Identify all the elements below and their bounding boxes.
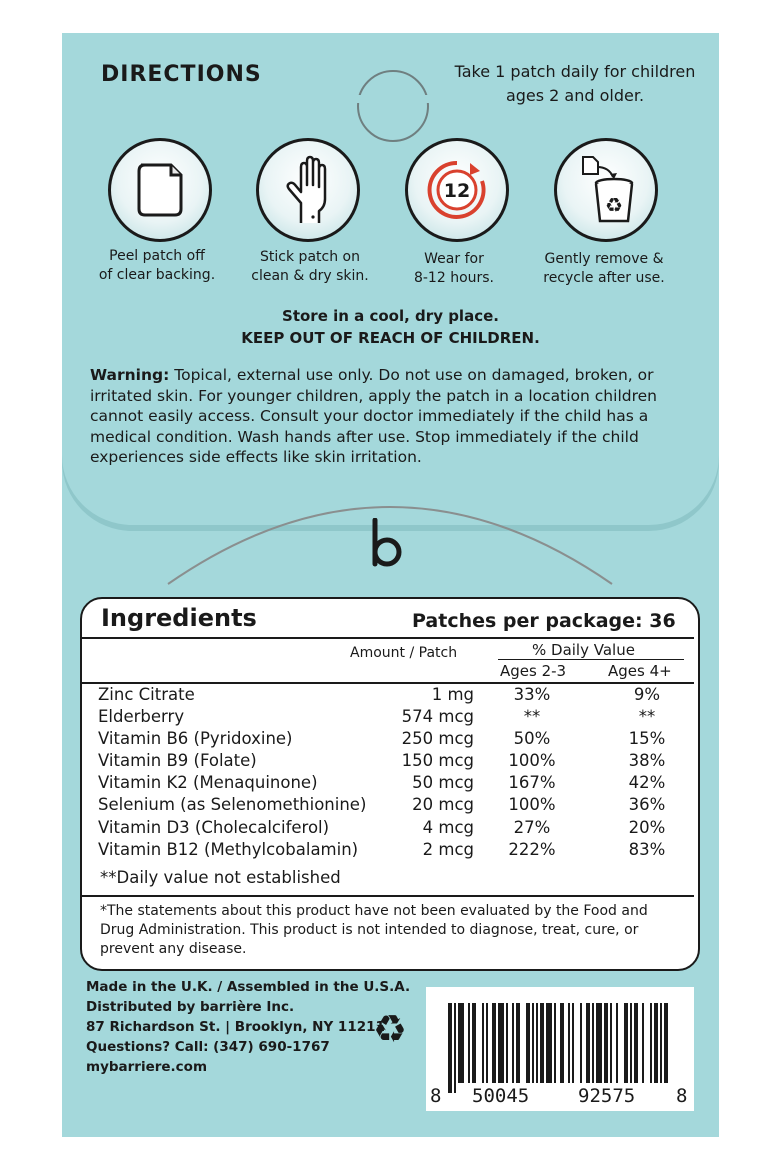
header-divider: [82, 682, 694, 684]
barcode-bar: [654, 1003, 658, 1083]
ingredient-row: Vitamin B6 (Pyridoxine) 250 mcg 50% 15%: [98, 729, 666, 748]
barcode-bar: [586, 1003, 590, 1083]
barcode-bar: [650, 1003, 652, 1083]
directions-title: DIRECTIONS: [101, 62, 262, 87]
barcode-bar: [616, 1003, 618, 1083]
barcode-bar: [526, 1003, 530, 1083]
barcode-bar: [498, 1003, 504, 1083]
barcode-bar: [448, 1003, 452, 1093]
barcode-bar: [532, 1003, 534, 1083]
website-link[interactable]: mybarriere.com: [86, 1059, 208, 1075]
barcode-bar: [506, 1003, 508, 1083]
barcode-bar: [624, 1003, 628, 1083]
barcode-bar: [486, 1003, 488, 1083]
warning-label: Warning:: [90, 366, 170, 384]
barcode-bar: [458, 1003, 464, 1083]
storage-instructions: Store in a cool, dry place. KEEP OUT OF REACH OF CHILDREN.: [241, 307, 540, 347]
barcode-bar: [512, 1003, 514, 1083]
barcode-bar: [630, 1003, 632, 1083]
step-wear-label: Wear for 8-12 hours.: [413, 251, 495, 286]
brand-logo: [367, 518, 407, 570]
barcode-bar: [610, 1003, 612, 1083]
ingredients-divider: [82, 637, 694, 639]
barcode-bar: [592, 1003, 594, 1083]
barcode-bar: [664, 1003, 668, 1083]
barcode-bar: [596, 1003, 602, 1083]
recycle-icon: [368, 1008, 412, 1048]
daily-value-note: **Daily value not established: [100, 868, 341, 887]
patches-per-package: Patches per package: 36: [412, 610, 676, 632]
step-peel-label: Peel patch off of clear backing.: [98, 248, 216, 283]
barcode-bar: [604, 1003, 608, 1083]
barcode-bar: [642, 1003, 644, 1083]
barcode-bar: [580, 1003, 582, 1083]
recycle-bin-icon: [554, 138, 658, 242]
ingredient-row: Vitamin D3 (Cholecalciferol) 4 mcg 27% 20%: [98, 818, 666, 837]
age-4-header: Ages 4+: [608, 662, 672, 680]
fda-disclaimer: *The statements about this product have not been evaluated by the Food and Drug Administration. This product is not intended to diagnose, treat, cure, or prevent any disease.: [100, 903, 648, 957]
hang-hole: [357, 70, 429, 142]
hand-icon: [256, 138, 360, 242]
timer-number: 12: [443, 180, 471, 202]
ingredient-row: Elderberry 574 mcg ** **: [98, 707, 656, 726]
barcode-bar: [560, 1003, 564, 1083]
svg-text:♻: ♻: [372, 1008, 408, 1048]
age-2-3-header: Ages 2-3: [500, 662, 567, 680]
ingredient-row: Zinc Citrate 1 mg 33% 9%: [98, 685, 661, 704]
barcode-bar: [482, 1003, 484, 1083]
daily-value-header: % Daily Value: [532, 641, 635, 659]
disclaimer-divider: [82, 895, 694, 897]
ingredient-row: Vitamin B9 (Folate) 150 mcg 100% 38%: [98, 751, 666, 770]
step-recycle-label: Gently remove & recycle after use.: [543, 251, 665, 286]
barcode-bar: [660, 1003, 662, 1083]
barcode-bar: [536, 1003, 538, 1083]
amount-header: Amount / Patch: [350, 645, 458, 661]
timer-icon: [405, 138, 509, 242]
patch-icon: [108, 138, 212, 242]
ingredient-row: Selenium (as Selenomethionine) 20 mcg 100% 36%: [98, 795, 666, 814]
barcode-bar: [492, 1003, 496, 1083]
barcode-bar: [634, 1003, 638, 1083]
barcode-bar: [468, 1003, 470, 1083]
barcode-bar: [516, 1003, 520, 1083]
manufacturer-info: Made in the U.K. / Assembled in the U.S.A. Distributed by barrière Inc. 87 Richardson St. | Brooklyn, NY 11211 Questions? Call: (347) 690-1767 mybarriere.com: [86, 977, 426, 1077]
barcode-bar: [454, 1003, 456, 1093]
barcode-bar: [472, 1003, 476, 1083]
ingredients-title: Ingredients: [101, 604, 257, 632]
barcode-bar: [568, 1003, 570, 1083]
barcode: 8 50045 92575 8: [426, 987, 694, 1111]
barcode-bar: [554, 1003, 556, 1083]
directions-note: Take 1 patch daily for children ages 2 and older.: [454, 62, 696, 105]
barcode-bar: [572, 1003, 574, 1083]
barcode-bar: [546, 1003, 552, 1083]
barcode-bar: [540, 1003, 544, 1083]
warning-text: Warning: Topical, external use only. Do not use on damaged, broken, or irritated skin. For younger children, apply the patch in a location children cannot easily access. Consult your doctor immediately if the child has a medical condition. Wash hands after use. Stop immediately if the child experiences side effects like skin irritation.: [90, 366, 657, 466]
step-stick-label: Stick patch on clean & dry skin.: [251, 249, 369, 284]
ingredient-row: Vitamin B12 (Methylcobalamin) 2 mcg 222% 83%: [98, 840, 666, 859]
barcode-bars: [426, 987, 694, 1111]
svg-text:♻: ♻: [605, 193, 623, 217]
daily-value-underline: [498, 659, 684, 660]
ingredient-row: Vitamin K2 (Menaquinone) 50 mcg 167% 42%: [98, 773, 666, 792]
